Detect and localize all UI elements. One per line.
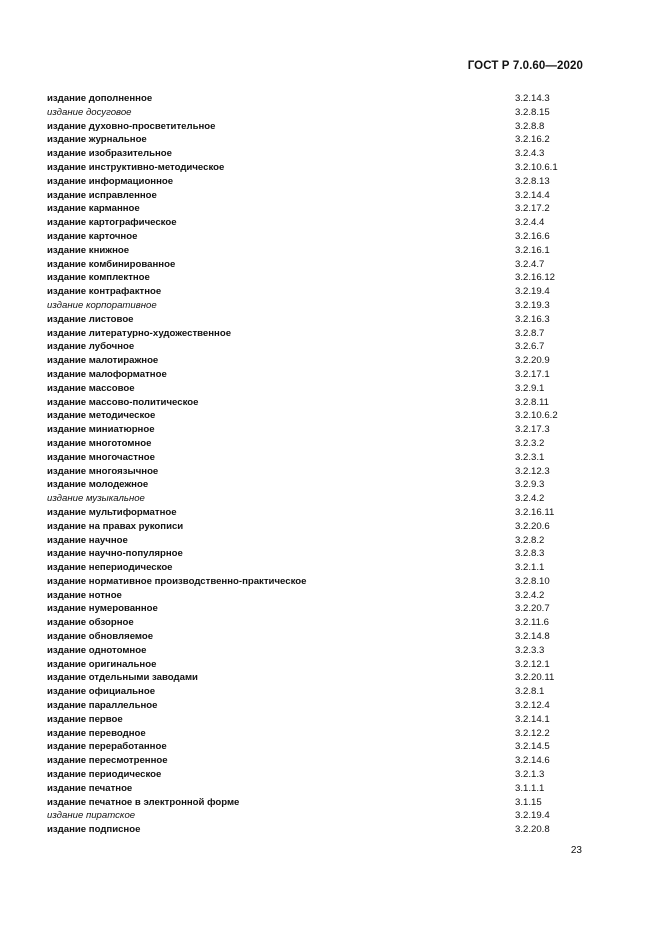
index-entry xyxy=(47,258,583,272)
index-reference: 3.2.16.11 xyxy=(515,506,555,518)
index-term: издание малоформатное xyxy=(47,368,167,380)
index-entry xyxy=(47,740,583,754)
index-term: издание научное xyxy=(47,534,128,546)
index-reference: 3.2.8.11 xyxy=(515,396,549,408)
term-index xyxy=(47,92,583,837)
index-term: издание духовно-просветительное xyxy=(47,120,216,132)
index-reference: 3.2.8.13 xyxy=(515,175,550,187)
index-term: издание печатное в электронной форме xyxy=(47,796,240,808)
index-entry xyxy=(47,382,583,396)
index-entry xyxy=(47,340,583,354)
index-reference: 3.2.14.8 xyxy=(515,631,550,643)
index-entry xyxy=(47,713,583,727)
index-term: издание книжное xyxy=(47,244,130,256)
index-term: издание малотиражное xyxy=(47,355,159,367)
index-entry xyxy=(47,796,583,810)
index-reference: 3.2.14.1 xyxy=(515,713,550,725)
index-reference: 3.2.4.3 xyxy=(515,148,545,160)
index-reference: 3.2.20.11 xyxy=(515,672,555,684)
index-reference: 3.2.17.2 xyxy=(515,203,550,215)
index-entry xyxy=(47,534,583,548)
index-entry xyxy=(47,561,583,575)
index-term: издание листовое xyxy=(47,313,134,325)
index-entry xyxy=(47,658,583,672)
index-entry xyxy=(47,437,583,451)
index-reference: 3.2.20.8 xyxy=(515,824,550,836)
index-reference: 3.2.14.5 xyxy=(515,741,550,753)
page-number: 23 xyxy=(570,845,582,856)
index-reference: 3.2.4.7 xyxy=(515,258,545,270)
document-header: ГОСТ Р 7.0.60—2020 xyxy=(467,60,583,72)
index-entry xyxy=(47,492,583,506)
index-term: издание исправленное xyxy=(47,189,157,201)
index-reference: 3.2.4.2 xyxy=(515,589,545,601)
index-term: издание мультиформатное xyxy=(47,506,177,518)
index-entry xyxy=(47,671,583,685)
index-term: издание официальное xyxy=(47,686,156,698)
index-term: издание картографическое xyxy=(47,217,177,229)
index-term: издание научно-популярное xyxy=(47,548,183,560)
index-reference: 3.2.4.2 xyxy=(515,493,545,505)
index-term: издание комплектное xyxy=(47,272,150,284)
index-reference: 3.2.10.6.2 xyxy=(515,410,558,422)
index-entry xyxy=(47,133,583,147)
index-term: издание многоязычное xyxy=(47,465,159,477)
index-entry xyxy=(47,478,583,492)
index-reference: 3.2.16.3 xyxy=(515,313,550,325)
index-reference: 3.2.20.7 xyxy=(515,603,550,615)
index-entry xyxy=(47,354,583,368)
index-term: издание непериодическое xyxy=(47,562,173,574)
index-entry xyxy=(47,216,583,230)
index-term: издание пересмотренное xyxy=(47,755,168,767)
index-entry xyxy=(47,630,583,644)
index-term: издание лубочное xyxy=(47,341,135,353)
index-term: издание массово-политическое xyxy=(47,396,199,408)
index-entry xyxy=(47,506,583,520)
index-term: издание молодежное xyxy=(47,479,149,491)
index-term: издание однотомное xyxy=(47,644,147,656)
index-reference: 3.2.8.7 xyxy=(515,327,545,339)
index-entry xyxy=(47,465,583,479)
index-reference: 3.2.19.4 xyxy=(515,810,550,822)
index-entry xyxy=(47,285,583,299)
index-entry xyxy=(47,409,583,423)
index-reference: 3.2.8.10 xyxy=(515,575,550,587)
index-entry xyxy=(47,616,583,630)
index-term: издание карточное xyxy=(47,230,138,242)
index-term: издание на правах рукописи xyxy=(47,520,184,532)
index-entry xyxy=(47,602,583,616)
index-term: издание оригинальное xyxy=(47,658,157,670)
index-term: издание литературно-художественное xyxy=(47,327,232,339)
index-term: издание периодическое xyxy=(47,769,162,781)
index-reference: 3.2.19.3 xyxy=(515,299,550,311)
index-reference: 3.2.1.1 xyxy=(515,562,545,574)
index-reference: 3.2.8.8 xyxy=(515,120,545,132)
index-term: издание нормативное производственно-практическое xyxy=(47,575,307,587)
index-entry xyxy=(47,575,583,589)
index-term: издание досуговое xyxy=(47,106,132,118)
index-term: издание контрафактное xyxy=(47,286,162,298)
index-entry xyxy=(47,368,583,382)
index-reference: 3.2.12.4 xyxy=(515,700,550,712)
index-entry xyxy=(47,547,583,561)
index-entry xyxy=(47,644,583,658)
index-reference: 3.2.3.3 xyxy=(515,644,545,656)
index-reference: 3.2.16.1 xyxy=(515,244,550,256)
index-reference: 3.2.3.1 xyxy=(515,451,545,463)
index-entry xyxy=(47,202,583,216)
index-reference: 3.2.14.3 xyxy=(515,93,550,104)
index-entry xyxy=(47,699,583,713)
index-term: издание отдельными заводами xyxy=(47,672,198,684)
index-term: издание обновляемое xyxy=(47,631,154,643)
index-entry xyxy=(47,768,583,782)
index-term: издание карманное xyxy=(47,203,140,215)
index-term: издание подписное xyxy=(47,824,141,836)
index-reference: 3.2.8.15 xyxy=(515,106,550,118)
index-entry xyxy=(47,299,583,313)
index-reference: 3.2.9.3 xyxy=(515,479,545,491)
index-entry xyxy=(47,782,583,796)
index-term: издание переработанное xyxy=(47,741,167,753)
index-reference: 3.2.17.1 xyxy=(515,368,550,380)
index-reference: 3.2.16.12 xyxy=(515,272,556,284)
index-entry xyxy=(47,685,583,699)
index-term: издание изобразительное xyxy=(47,148,172,160)
index-term: издание печатное xyxy=(47,782,133,794)
index-reference: 3.2.14.4 xyxy=(515,189,550,201)
index-reference: 3.2.12.2 xyxy=(515,727,550,739)
index-entry xyxy=(47,727,583,741)
index-term: издание журнальное xyxy=(47,134,147,146)
index-entry xyxy=(47,809,583,823)
index-reference: 3.2.8.1 xyxy=(515,686,545,698)
index-entry xyxy=(47,189,583,203)
index-entry xyxy=(47,754,583,768)
index-term: издание обзорное xyxy=(47,617,134,629)
index-entry xyxy=(47,244,583,258)
index-entry xyxy=(47,396,583,410)
index-reference: 3.2.12.1 xyxy=(515,658,550,670)
index-reference: 3.2.3.2 xyxy=(515,437,545,449)
index-entry xyxy=(47,175,583,189)
index-reference: 3.2.16.2 xyxy=(515,134,550,146)
index-reference: 3.2.12.3 xyxy=(515,465,550,477)
index-reference: 3.2.8.2 xyxy=(515,534,545,546)
index-term: издание первое xyxy=(47,713,123,725)
index-reference: 3.1.15 xyxy=(515,796,542,808)
index-entry xyxy=(47,451,583,465)
index-term: издание методическое xyxy=(47,410,156,422)
index-reference: 3.2.6.7 xyxy=(515,341,545,353)
index-term: издание комбинированное xyxy=(47,258,176,270)
index-entry xyxy=(47,589,583,603)
index-entry xyxy=(47,230,583,244)
index-term: издание параллельное xyxy=(47,700,158,712)
index-term: издание корпоративное xyxy=(47,299,157,311)
index-reference: 3.2.9.1 xyxy=(515,382,545,394)
index-reference: 3.2.8.3 xyxy=(515,548,545,560)
index-term: издание нумерованное xyxy=(47,603,158,615)
index-reference: 3.2.14.6 xyxy=(515,755,550,767)
index-reference: 3.2.10.6.1 xyxy=(515,161,558,173)
index-reference: 3.2.11.6 xyxy=(515,617,549,629)
index-entry xyxy=(47,120,583,134)
index-entry xyxy=(47,147,583,161)
index-reference: 3.2.17.3 xyxy=(515,424,550,436)
index-term: издание массовое xyxy=(47,382,135,394)
index-entry xyxy=(47,423,583,437)
index-term: издание многочастное xyxy=(47,451,155,463)
index-term: издание дополненное xyxy=(47,93,153,104)
index-entry xyxy=(47,271,583,285)
index-entry xyxy=(47,161,583,175)
index-term: издание инструктивно-методическое xyxy=(47,161,225,173)
index-term: издание музыкальное xyxy=(47,493,145,505)
index-reference: 3.2.1.3 xyxy=(515,769,545,781)
index-entry xyxy=(47,92,583,106)
index-entry xyxy=(47,106,583,120)
index-term: издание информационное xyxy=(47,175,174,187)
index-reference: 3.2.19.4 xyxy=(515,286,550,298)
index-entry xyxy=(47,823,583,837)
index-reference: 3.2.16.6 xyxy=(515,230,550,242)
index-reference: 3.2.20.9 xyxy=(515,355,550,367)
index-term: издание нотное xyxy=(47,589,122,601)
index-reference: 3.1.1.1 xyxy=(515,782,545,794)
index-entry xyxy=(47,327,583,341)
index-term: издание многотомное xyxy=(47,437,152,449)
index-term: издание миниатюрное xyxy=(47,424,155,436)
index-entry xyxy=(47,313,583,327)
index-reference: 3.2.20.6 xyxy=(515,520,550,532)
index-term: издание переводное xyxy=(47,727,146,739)
index-term: издание пиратское xyxy=(47,810,136,822)
index-reference: 3.2.4.4 xyxy=(515,217,545,229)
index-entry xyxy=(47,520,583,534)
